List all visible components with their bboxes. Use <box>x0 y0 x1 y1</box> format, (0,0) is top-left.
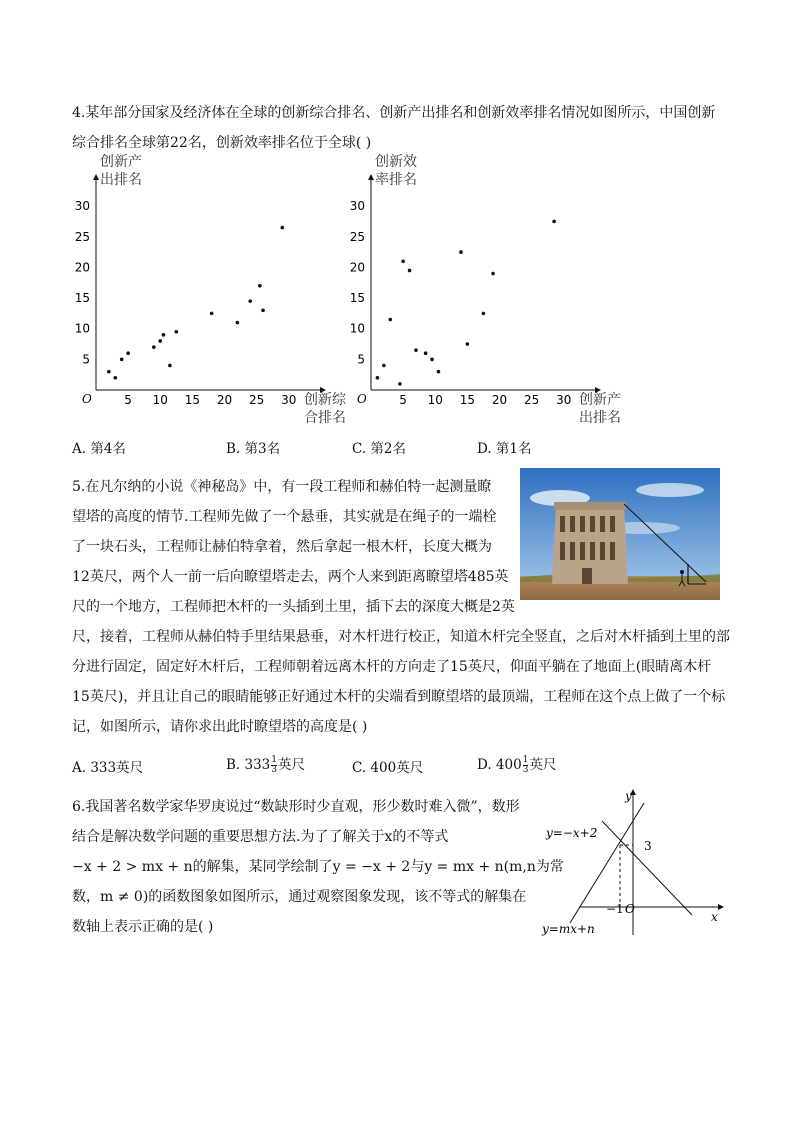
chart-ytick-label: 10 <box>74 321 90 336</box>
q6-text-line: 数轴上表示正确的是( ) <box>72 919 214 935</box>
chart-ytick-label: 15 <box>349 291 365 306</box>
q5-text-line: 尺，接着，工程师从赫伯特手里结果悬垂，对木杆进行校正，知道木杆完全竖直，之后对木杆插到土里的部 <box>72 629 730 645</box>
fraction-one-third <box>271 756 277 775</box>
chart-xtick-label: 25 <box>523 393 540 407</box>
chart-xtick-label: 20 <box>216 393 233 407</box>
chart-xtick-label: 30 <box>556 393 572 407</box>
q5-option-d[interactable] <box>477 753 556 775</box>
q5-option-b[interactable] <box>226 753 305 775</box>
chart-point <box>482 312 486 316</box>
chart-xtick-label: 10 <box>152 393 168 407</box>
q5-text-line: 12英尺，两个人一前一后向瞭望塔走去，两个人来到距离瞭望塔485英 <box>72 569 509 585</box>
chart-xtick-label: 10 <box>427 393 443 407</box>
scatter-chart-innovation-output <box>70 150 360 430</box>
chart-ytick-label: 10 <box>349 321 365 336</box>
chart-point <box>120 358 124 362</box>
linear-functions-graph <box>540 785 730 945</box>
chart-point <box>162 333 166 337</box>
chart-point <box>261 309 265 313</box>
chart-xtick-label: 5 <box>124 393 132 407</box>
chart-point <box>382 364 386 368</box>
q4-text-line2: 综合排名全球第22名，创新效率排名位于全球( ) <box>72 135 372 151</box>
chart-point <box>236 321 240 325</box>
q5-text-line: 5.在凡尔纳的小说《神秘岛》中，有一段工程师和赫伯特一起测量瞭 <box>72 479 492 495</box>
chart-ytick-label: 30 <box>349 199 365 214</box>
chart-ytick-label: 30 <box>74 199 90 214</box>
chart-point <box>388 318 392 322</box>
chart-ytick-label: 25 <box>349 229 365 244</box>
fraction-numerator: 1 <box>522 755 529 765</box>
chart-xlabel-line2: 合排名 <box>304 410 346 426</box>
chart-point <box>210 312 214 316</box>
q6-text-line: −x + 2 > mx + n的解集，某同学绘制了y = −x + 2与y = mx + n(m,n为常 <box>72 859 564 875</box>
chart-ytick-label: 25 <box>74 229 90 244</box>
q5-text-line: 记，如图所示，请你求出此时瞭望塔的高度是( ) <box>72 719 368 735</box>
chart-y-axis-arrow <box>368 174 374 180</box>
q5-option-d-prefix: D. 400 <box>477 757 522 773</box>
chart-ytick-label: 20 <box>74 260 90 275</box>
chart-xtick-label: 15 <box>459 393 476 407</box>
q5-text-line: 尺的一个地方，工程师把木杆的一头插到土里，插下去的深度大概是2英 <box>72 599 515 615</box>
line-y-neg-x-plus-2 <box>602 821 692 915</box>
fraction-denominator: 3 <box>522 765 529 775</box>
q5-text-line: 分进行固定，固定好木杆后，工程师朝着远离木杆的方向走了15英尺，仰面平躺在了地面上(眼睛离木杆 <box>72 659 712 675</box>
chart-ytick-label: 5 <box>82 352 90 367</box>
chart-point <box>466 342 470 346</box>
chart-point <box>401 259 405 263</box>
fraction-denominator: 3 <box>271 765 278 775</box>
chart-point <box>107 370 111 374</box>
q4-option-c[interactable]: C. 第2名 <box>352 441 407 457</box>
chart-point <box>152 345 156 349</box>
graph-label-line1: y=−x+2 <box>546 826 598 840</box>
q5-text-line: 望塔的高度的情节.工程师先做了一个悬垂，其实就是在绳子的一端栓 <box>72 509 497 525</box>
fraction-one-third <box>523 756 529 775</box>
chart-point <box>459 250 463 254</box>
chart-origin-label: O <box>357 392 367 406</box>
q6-text-line: 数，m ≠ 0)的函数图象如图所示，通过观察图象发现，该不等式的解集在 <box>72 889 527 905</box>
chart-ytick-label: 5 <box>357 352 365 367</box>
graph-x-axis-label: x <box>711 910 718 924</box>
chart-point <box>408 269 412 273</box>
q5-option-b-prefix: B. 333 <box>226 757 271 773</box>
chart-point <box>376 376 380 380</box>
chart-point <box>281 226 285 230</box>
graph-y-axis-label: y <box>625 789 632 803</box>
graph-label-line2: y=mx+n <box>542 922 595 936</box>
chart-point <box>424 351 428 355</box>
q4-option-d[interactable]: D. 第1名 <box>477 441 532 457</box>
chart-point <box>113 376 117 380</box>
chart-y-axis-arrow <box>93 174 99 180</box>
chart-point <box>414 348 418 352</box>
chart-ytick-label: 15 <box>74 291 90 306</box>
chart-xtick-label: 5 <box>399 393 407 407</box>
chart-point <box>168 364 172 368</box>
scatter-chart-innovation-efficiency <box>345 150 635 430</box>
chart-origin-label: O <box>82 392 92 406</box>
chart-point <box>552 220 556 224</box>
chart-point <box>430 358 434 362</box>
q5-text-line: 15英尺)，并且让自己的眼睛能够正好通过木杆的尖端看到瞭望塔的最顶端，工程师在这个点上做了一个标 <box>72 689 726 705</box>
q4-option-a[interactable]: A. 第4名 <box>72 441 126 457</box>
chart-xtick-label: 25 <box>248 393 265 407</box>
chart-xlabel-line1: 创新产 <box>579 392 621 408</box>
chart-ylabel-line2: 出排名 <box>100 172 142 188</box>
q5-text-line: 了一块石头，工程师让赫伯特拿着，然后拿起一根木杆，长度大概为 <box>72 539 492 555</box>
watchtower-photo <box>520 468 720 600</box>
chart-point <box>158 339 162 343</box>
q5-option-d-suffix: 英尺 <box>529 757 557 773</box>
q5-option-a[interactable]: A. 333英尺 <box>72 760 144 776</box>
chart-xlabel-line2: 出排名 <box>579 410 621 426</box>
graph-label-y3: 3 <box>644 839 652 853</box>
graph-origin-label: O <box>625 902 635 916</box>
q5-option-b-suffix: 英尺 <box>278 757 306 773</box>
chart-point <box>248 299 252 303</box>
q6-text-line: 6.我国著名数学家华罗庚说过“数缺形时少直观，形少数时难入微”，数形 <box>72 799 520 815</box>
graph-label-x-neg1: −1 <box>606 902 624 916</box>
chart-point <box>398 382 402 386</box>
chart-ylabel-line1: 创新产 <box>100 154 142 170</box>
chart-xlabel-line1: 创新综 <box>304 392 346 408</box>
chart-point <box>258 284 262 288</box>
chart-xtick-label: 15 <box>184 393 201 407</box>
chart-point <box>437 370 441 374</box>
fraction-numerator: 1 <box>271 755 278 765</box>
chart-xtick-label: 20 <box>491 393 508 407</box>
q4-text-line1: 4.某年部分国家及经济体在全球的创新综合排名、创新产出排名和创新效率排名情况如图所示，中国创新 <box>72 105 716 121</box>
chart-point <box>491 272 495 276</box>
chart-ylabel-line2: 率排名 <box>375 172 417 188</box>
chart-point <box>175 330 179 334</box>
q6-text-line: 结合是解决数学问题的重要思想方法.为了了解关于x的不等式 <box>72 829 449 845</box>
q4-option-b[interactable]: B. 第3名 <box>226 441 281 457</box>
chart-ytick-label: 20 <box>349 260 365 275</box>
q5-option-c[interactable]: C. 400英尺 <box>352 760 424 776</box>
chart-ylabel-line1: 创新效 <box>375 154 417 170</box>
chart-xtick-label: 30 <box>281 393 297 407</box>
chart-point <box>126 351 130 355</box>
